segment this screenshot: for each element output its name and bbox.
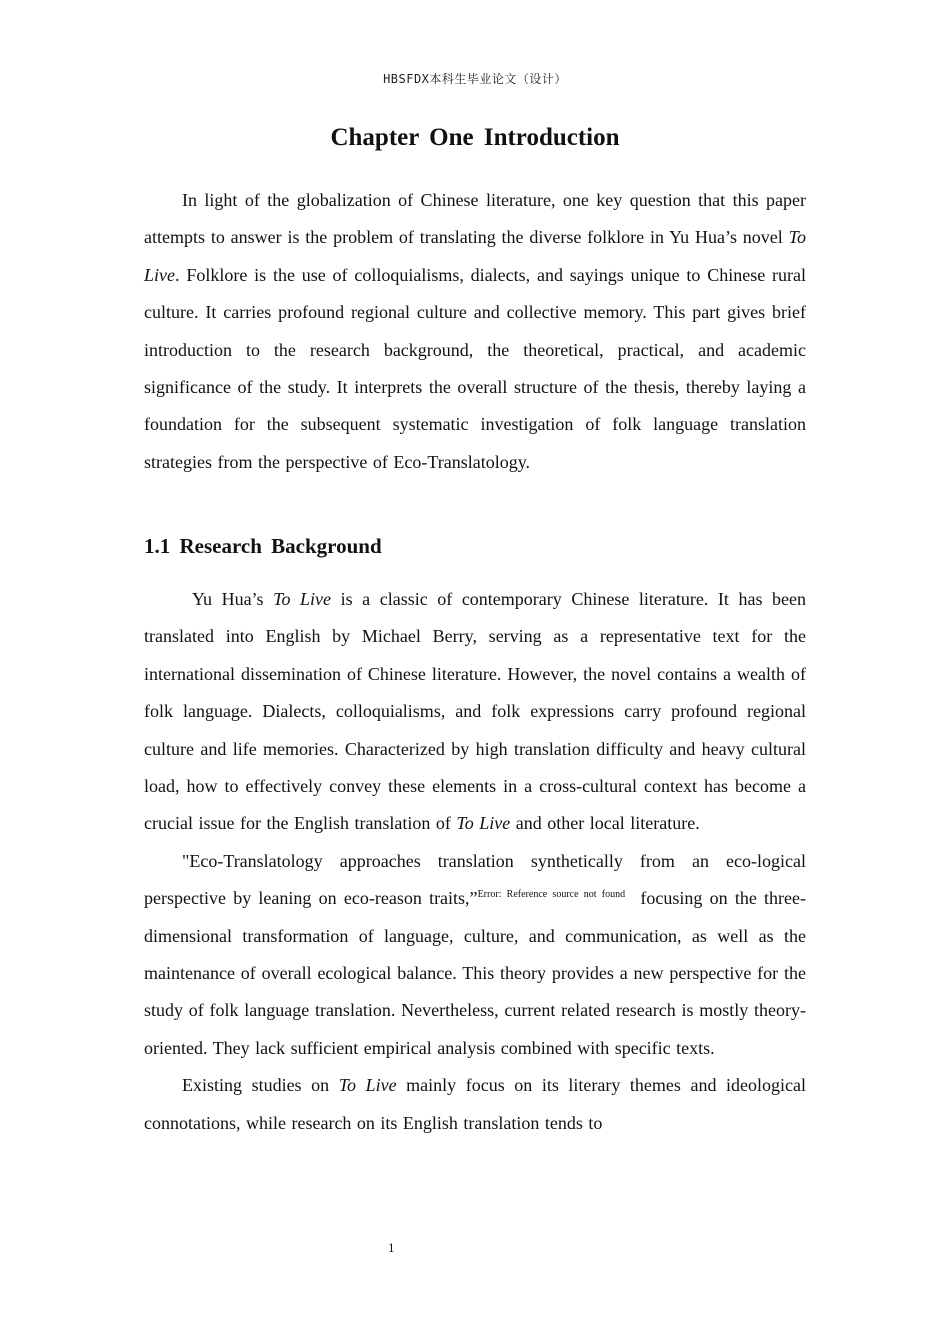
text-run: is a classic of contemporary Chinese literature. It has been translated into English by Michael Berry, serving as a representative text for the international dissemination of Chinese literature. However, the novel contains a wealth of folk language. Dialects, colloquialisms, and folk expressions carry profound regional culture and life memories. Characterized by high translation difficulty and heavy cultural load, how to effectively convey these elements in a cross-cultural context has become a crucial issue for the English translation of bbox=[144, 589, 806, 834]
book-title: To Live bbox=[144, 227, 806, 285]
text-run: mainly focus on its literary themes and ideological connotations, while research on its English translation tends to bbox=[144, 1075, 806, 1133]
text-run: In light of the globalization of Chinese literature, one key question that this paper attempts to answer is the problem of translating the diverse folklore in Yu Hua’s novel bbox=[144, 190, 806, 248]
research-background-section bbox=[144, 581, 806, 1142]
background-paragraph-1 bbox=[144, 581, 806, 843]
background-paragraph-3 bbox=[144, 1067, 806, 1142]
book-title: To Live bbox=[338, 1075, 397, 1096]
background-paragraph-2 bbox=[144, 843, 806, 1067]
book-title: To Live bbox=[273, 589, 332, 609]
intro-paragraph bbox=[144, 182, 806, 481]
section-heading: 1.1 Research Background bbox=[144, 534, 382, 558]
intro-section bbox=[144, 182, 806, 481]
citation-error: Error: Reference source not found bbox=[477, 889, 626, 901]
text-run: and other local literature. bbox=[510, 813, 700, 834]
text-run: focusing on the three-dimensional transformation of language, culture, and communication, as well as the maintenance of overall ecological balance. This theory provides a new perspective for the study of folk language translation. Nevertheless, current related research is mostly theory-oriented. They lack sufficient empirical analysis combined with specific texts. bbox=[144, 888, 807, 1058]
text-run: Yu Hua’s bbox=[192, 589, 274, 609]
text-run: "Eco-Translatology approaches translation synthetically from an eco-logical perspective by leaning on eco-reason traits,” bbox=[144, 850, 806, 909]
page-number: 1 bbox=[388, 1240, 395, 1255]
text-run: Existing studies on bbox=[182, 1075, 339, 1096]
chapter-title: Chapter One Introduction bbox=[330, 124, 620, 151]
text-run: . Folklore is the use of colloquialisms, dialects, and sayings unique to Chinese rural culture. It carries profound regional culture and collective memory. This part gives brief introduction to the research background, the theoretical, practical, and academic significance of the study. It interprets the overall structure of the thesis, thereby laying a foundation for the subsequent systematic investigation of folk language translation strategies from the perspective of Eco-Translatology. bbox=[144, 264, 806, 472]
book-title: To Live bbox=[456, 813, 511, 834]
running-header: HBSFDX本科生毕业论文（设计） bbox=[383, 72, 567, 86]
